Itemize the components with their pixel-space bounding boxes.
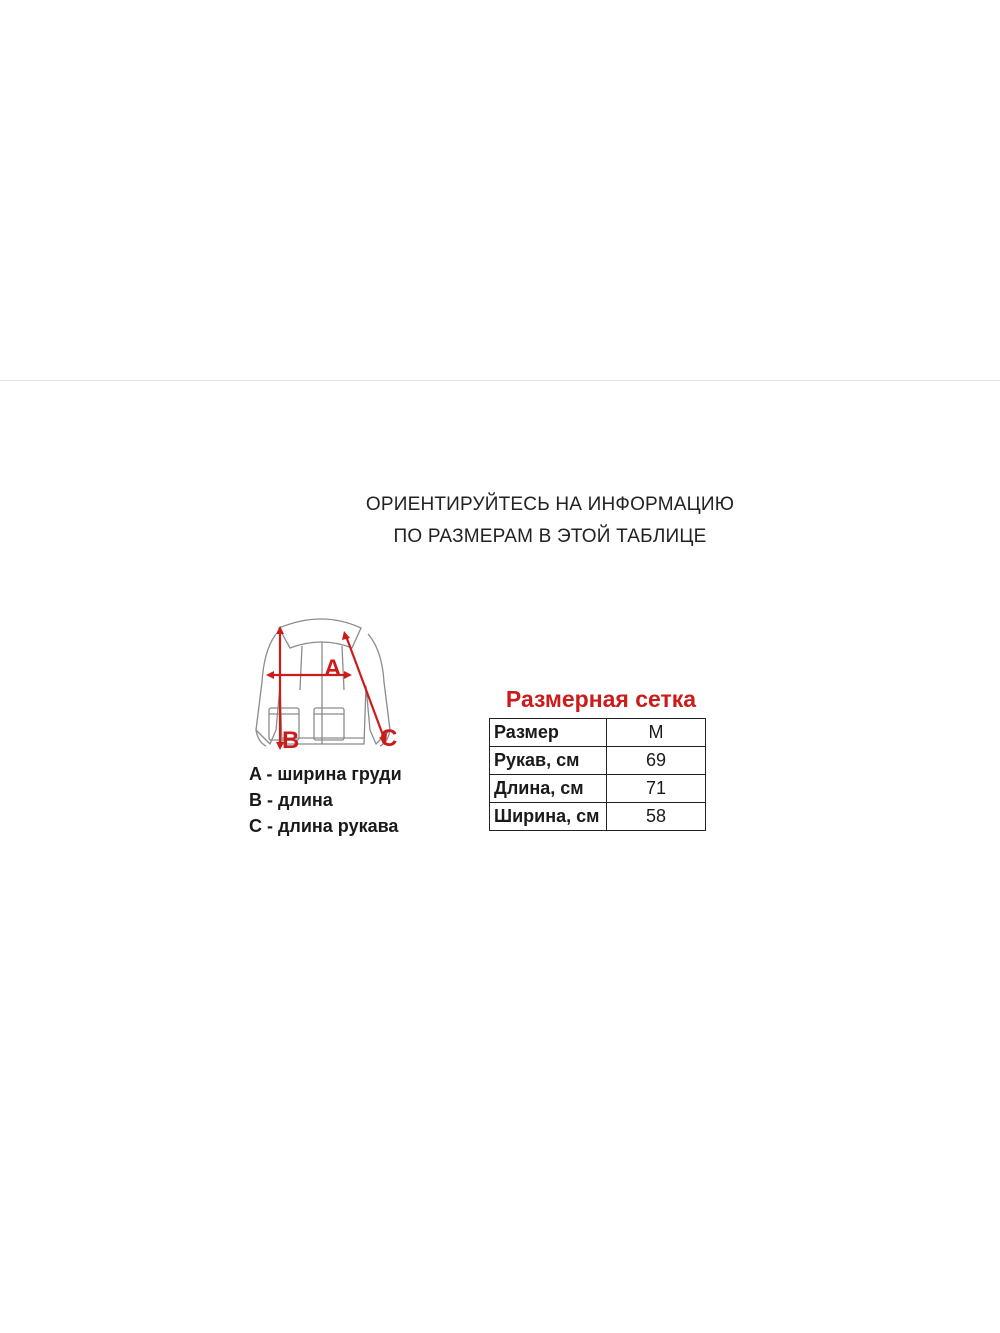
- row-label: Ширина, см: [490, 803, 607, 831]
- info-heading-line-1: ОРИЕНТИРУЙТЕСЬ НА ИНФОРМАЦИЮ: [365, 494, 735, 515]
- row-value: 69: [607, 747, 706, 775]
- table-row: [490, 747, 706, 775]
- size-table: [489, 718, 706, 831]
- info-heading-line-2: ПО РАЗМЕРАМ В ЭТОЙ ТАБЛИЦЕ: [393, 526, 707, 547]
- table-row: [490, 775, 706, 803]
- marker-c: C: [380, 725, 398, 752]
- row-label: Размер: [490, 719, 607, 747]
- legend-item-a: A - ширина груди: [249, 764, 402, 784]
- jacket-outline-icon: [256, 619, 390, 746]
- row-label: Рукав, см: [490, 747, 607, 775]
- legend-item-c: C - длина рукава: [249, 816, 399, 836]
- row-value: M: [607, 719, 706, 747]
- table-row: [490, 803, 706, 831]
- section-divider: [0, 380, 1000, 381]
- row-value: 58: [607, 803, 706, 831]
- jacket-measurement-diagram: [236, 612, 410, 762]
- row-value: 71: [607, 775, 706, 803]
- size-table-title: Размерная сетка: [505, 686, 697, 712]
- legend-item-b: B - длина: [249, 790, 333, 810]
- marker-a: A: [324, 655, 342, 682]
- marker-b: B: [282, 727, 300, 754]
- row-label: Длина, см: [490, 775, 607, 803]
- table-row: [490, 719, 706, 747]
